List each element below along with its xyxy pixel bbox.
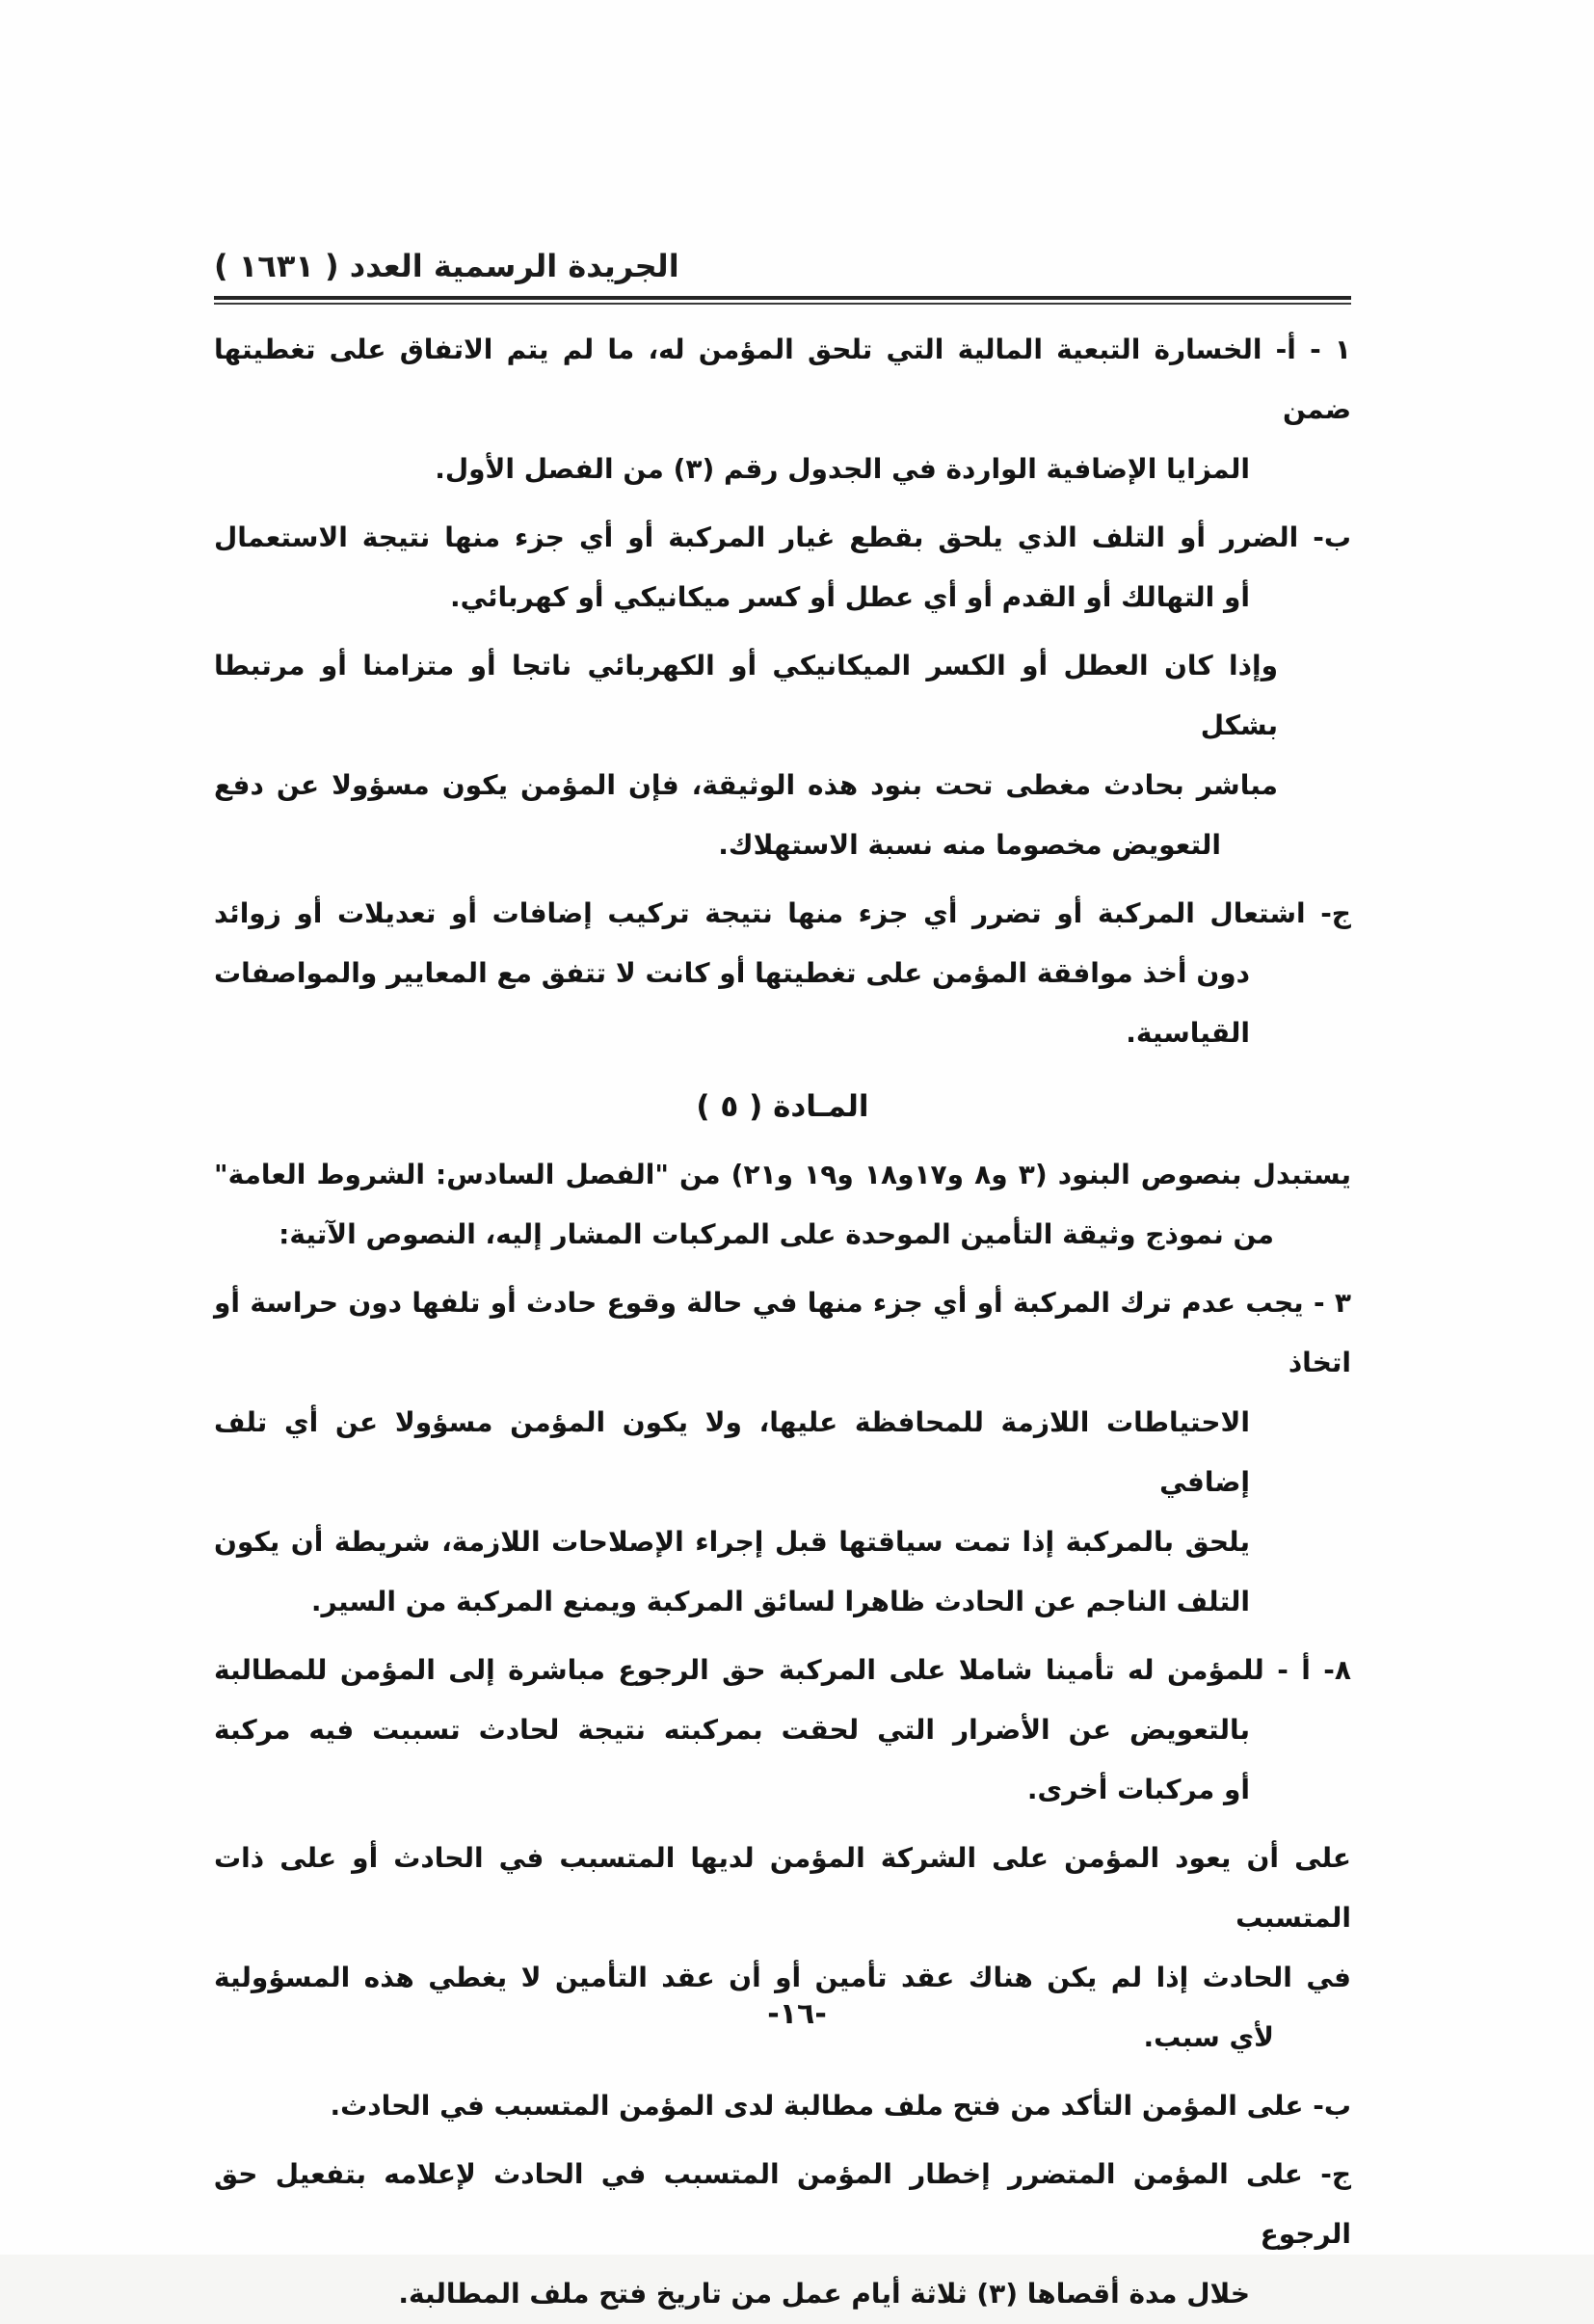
text-line: في الحادث إذا لم يكن هناك عقد تأمين أو أن عقد التأمين لا يغطي هذه المسؤولية [214, 1962, 1351, 1993]
text-line: يستبدل بنصوص البنود (٣ و٨ و١٧و١٨ و١٩ و٢١) من "الفصل السادس: الشروط العامة" [214, 1159, 1351, 1190]
text-line: ب- الضرر أو التلف الذي يلحق بقطع غيار المركبة أو أي جزء منها نتيجة الاستعمال [214, 521, 1351, 553]
text-line: ج- اشتعال المركبة أو تضرر أي جزء منها نتيجة تركيب إضافات أو تعديلات أو زوائد [214, 897, 1351, 929]
text-block [214, 320, 1351, 499]
text-line: أو التهالك أو القدم أو أي عطل أو كسر ميكانيكي أو كهربائي. [450, 581, 1250, 613]
page-number: -١٦- [767, 1997, 827, 2031]
text-block [214, 1273, 1351, 1632]
text-line: ج- على المؤمن المتضرر إخطار المؤمن المتسبب في الحادث لإعلامه بتفعيل حق الرجوع [214, 2158, 1351, 2250]
text-block [214, 1829, 1351, 2068]
text-line: مباشر بحادث مغطى تحت بنود هذه الوثيقة، فإن المؤمن يكون مسؤولا عن دفع [214, 769, 1278, 801]
text-line: خلال مدة أقصاها (٣) ثلاثة أيام عمل من تاريخ فتح ملف المطالبة. [398, 2278, 1250, 2310]
text-line: لأي سبب. [1143, 2021, 1274, 2053]
text-line: التلف الناجم عن الحادث ظاهرا لسائق المركبة ويمنع المركبة من السير. [310, 1586, 1250, 1617]
text-line: على أن يعود المؤمن على الشركة المؤمن لديها المتسبب في الحادث أو على ذات المتسبب [214, 1842, 1351, 1934]
page-header [214, 247, 1351, 305]
text-line: ٣ - يجب عدم ترك المركبة أو أي جزء منها في حالة وقوع حادث أو تلفها دون حراسة أو اتخاذ [214, 1287, 1351, 1378]
text-line: ١ - أ- الخسارة التبعية المالية التي تلحق المؤمن له، ما لم يتم الاتفاق على تغطيتها ضمن [214, 334, 1351, 425]
header-rule [214, 296, 1351, 305]
text-block [214, 884, 1351, 1063]
text-line: القياسية. [1126, 1017, 1250, 1049]
text-line: أو مركبات أخرى. [1026, 1774, 1250, 1805]
text-line: من نموذج وثيقة التأمين الموحدة على المركبات المشار إليه، النصوص الآتية: [279, 1218, 1274, 1250]
text-line: المـادة ( ٥ ) [696, 1089, 869, 1124]
text-line: ب- على المؤمن التأكد من فتح ملف مطالبة لدى المؤمن المتسبب في الحادث. [330, 2090, 1351, 2122]
gazette-header-title: الجريدة الرسمية العدد ( ١٦٣١ ) [214, 248, 679, 284]
text-line: دون أخذ موافقة المؤمن على تغطيتها أو كانت لا تتفق مع المعايير والمواصفات [214, 957, 1250, 989]
text-block [214, 2076, 1351, 2136]
text-block [214, 1641, 1351, 1820]
text-line: التعويض مخصوما منه نسبة الاستهلاك. [718, 829, 1221, 861]
text-block [214, 1145, 1351, 1265]
page-footer [0, 1997, 1594, 2031]
text-line: الاحتياطات اللازمة للمحافظة عليها، ولا يكون المؤمن مسؤولا عن أي تلف إضافي [214, 1406, 1250, 1498]
text-block [214, 508, 1351, 628]
article-heading [214, 1077, 1351, 1136]
text-line: بالتعويض عن الأضرار التي لحقت بمركبته نتيجة لحادث تسببت فيه مركبة [214, 1714, 1250, 1746]
text-line: ٨- أ - للمؤمن له تأمينا شاملا على المركبة حق الرجوع مباشرة إلى المؤمن للمطالبة [214, 1654, 1351, 1686]
text-block [214, 2145, 1351, 2324]
text-line: وإذا كان العطل أو الكسر الميكانيكي أو الكهربائي ناتجا أو متزامنا أو مرتبطا بشكل [214, 650, 1278, 741]
text-block [214, 636, 1351, 875]
text-line: المزايا الإضافية الواردة في الجدول رقم (٣) من الفصل الأول. [435, 453, 1250, 485]
text-line: يلحق بالمركبة إذا تمت سياقتها قبل إجراء الإصلاحات اللازمة، شريطة أن يكون [214, 1526, 1250, 1558]
